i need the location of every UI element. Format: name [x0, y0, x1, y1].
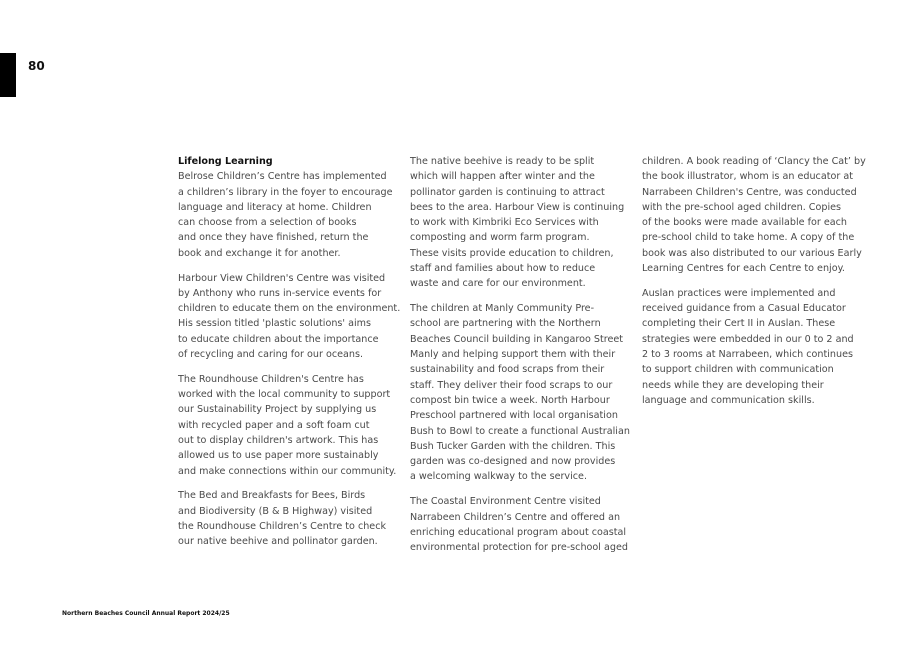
paragraph	[642, 286, 867, 408]
text-line: language and literacy at home. Children	[178, 201, 372, 213]
text-line: waste and care for our environment.	[410, 278, 586, 290]
text-line: The Coastal Environment Centre visited	[410, 496, 601, 508]
paragraph	[178, 372, 403, 479]
text-line: of recycling and caring for our oceans.	[178, 349, 364, 361]
text-line: Narrabeen Children’s Centre and offered an	[410, 511, 621, 523]
text-line: sustainability and food scraps from their	[410, 364, 605, 376]
text-line: to work with Kimbriki Eco Services with	[410, 217, 599, 229]
text-column-1	[178, 154, 403, 559]
text-line: our native beehive and pollinator garden.	[178, 536, 378, 548]
page-tab-marker	[0, 53, 16, 97]
paragraph	[178, 271, 403, 363]
text-line: by Anthony who runs in-service events for	[178, 287, 382, 299]
text-line: The Bed and Breakfasts for Bees, Birds	[178, 490, 366, 502]
text-line: a welcoming walkway to the service.	[410, 471, 588, 483]
column-paragraphs	[642, 154, 867, 408]
text-line: with recycled paper and a soft foam cut	[178, 419, 370, 431]
text-line: bees to the area. Harbour View is continuing	[410, 201, 625, 213]
column-paragraphs	[178, 169, 403, 549]
text-line: The Roundhouse Children's Centre has	[178, 373, 364, 385]
text-line: compost bin twice a week. North Harbour	[410, 394, 610, 406]
text-line: book was also distributed to our various Early	[642, 247, 862, 259]
text-line: Bush Tucker Garden with the children. This	[410, 440, 616, 452]
text-line: the book illustrator, whom is an educator at	[642, 171, 853, 183]
text-line: needs while they are developing their	[642, 379, 824, 391]
text-line: pre-school child to take home. A copy of the	[642, 232, 855, 244]
text-line: Auslan practices were implemented and	[642, 287, 836, 299]
text-line: can choose from a selection of books	[178, 217, 357, 229]
text-line: worked with the local community to support	[178, 389, 391, 401]
paragraph	[410, 301, 635, 485]
text-line: staff and families about how to reduce	[410, 263, 596, 275]
text-line: 2 to 3 rooms at Narrabeen, which continues	[642, 349, 853, 361]
text-line: enriching educational program about coastal	[410, 526, 627, 538]
text-line: pollinator garden is continuing to attract	[410, 186, 605, 198]
paragraph	[642, 154, 867, 276]
text-line: to support children with communication	[642, 364, 834, 376]
text-line: children to educate them on the environment.	[178, 303, 401, 315]
text-line: These visits provide education to children,	[410, 247, 614, 259]
text-line: Beaches Council building in Kangaroo Street	[410, 333, 624, 345]
text-line: completing their Cert II in Auslan. These	[642, 318, 836, 330]
text-line: allowed us to use paper more sustainably	[178, 450, 379, 462]
text-line: children. A book reading of ‘Clancy the Cat’ by	[642, 156, 866, 167]
text-line: school are partnering with the Northern	[410, 318, 601, 330]
text-line: to educate children about the importance	[178, 333, 379, 345]
section-heading: Lifelong Learning	[178, 156, 273, 167]
text-line: Narrabeen Children's Centre, was conducted	[642, 186, 857, 198]
text-line: and Biodiversity (B & B Highway) visited	[178, 505, 373, 517]
text-column-2	[410, 154, 635, 565]
text-line: with the pre-school aged children. Copies	[642, 201, 842, 213]
text-line: His session titled 'plastic solutions' aims	[178, 318, 371, 330]
text-line: Harbour View Children's Centre was visited	[178, 272, 386, 284]
text-line: of the books were made available for each	[642, 217, 847, 229]
text-line: and once they have finished, return the	[178, 232, 369, 244]
paragraph	[178, 169, 403, 261]
text-line: composting and worm farm program.	[410, 232, 590, 244]
text-line: The children at Manly Community Pre-	[410, 303, 595, 315]
text-line: a children’s library in the foyer to encourage	[178, 186, 393, 198]
text-line: which will happen after winter and the	[410, 171, 595, 183]
paragraph	[410, 494, 635, 555]
paragraph	[178, 488, 403, 549]
text-line: The native beehive is ready to be split	[410, 156, 595, 167]
text-line: strategies were embedded in our 0 to 2 and	[642, 333, 854, 345]
text-line: garden was co-designed and now provides	[410, 456, 616, 468]
column-paragraphs	[410, 154, 635, 555]
text-line: our Sustainability Project by supplying us	[178, 404, 377, 416]
text-line: Learning Centres for each Centre to enjoy.	[642, 263, 845, 275]
text-line: Manly and helping support them with their	[410, 349, 616, 361]
paragraph	[410, 154, 635, 292]
text-line: received guidance from a Casual Educator	[642, 303, 846, 315]
text-line: the Roundhouse Children’s Centre to check	[178, 521, 387, 533]
text-line: Bush to Bowl to create a functional Australian	[410, 425, 630, 437]
report-footer: Northern Beaches Council Annual Report 2024/25	[62, 610, 230, 617]
text-line: out to display children's artwork. This has	[178, 435, 379, 447]
text-line: Belrose Children’s Centre has implemented	[178, 171, 387, 183]
text-line: book and exchange it for another.	[178, 247, 341, 259]
text-line: staff. They deliver their food scraps to our	[410, 379, 613, 391]
text-line: language and communication skills.	[642, 394, 815, 406]
text-line: environmental protection for pre-school aged	[410, 542, 628, 554]
text-column-3	[642, 154, 867, 418]
text-line: and make connections within our community.	[178, 465, 397, 477]
text-line: Preschool partnered with local organisation	[410, 410, 618, 422]
page-number: 80	[28, 59, 45, 73]
